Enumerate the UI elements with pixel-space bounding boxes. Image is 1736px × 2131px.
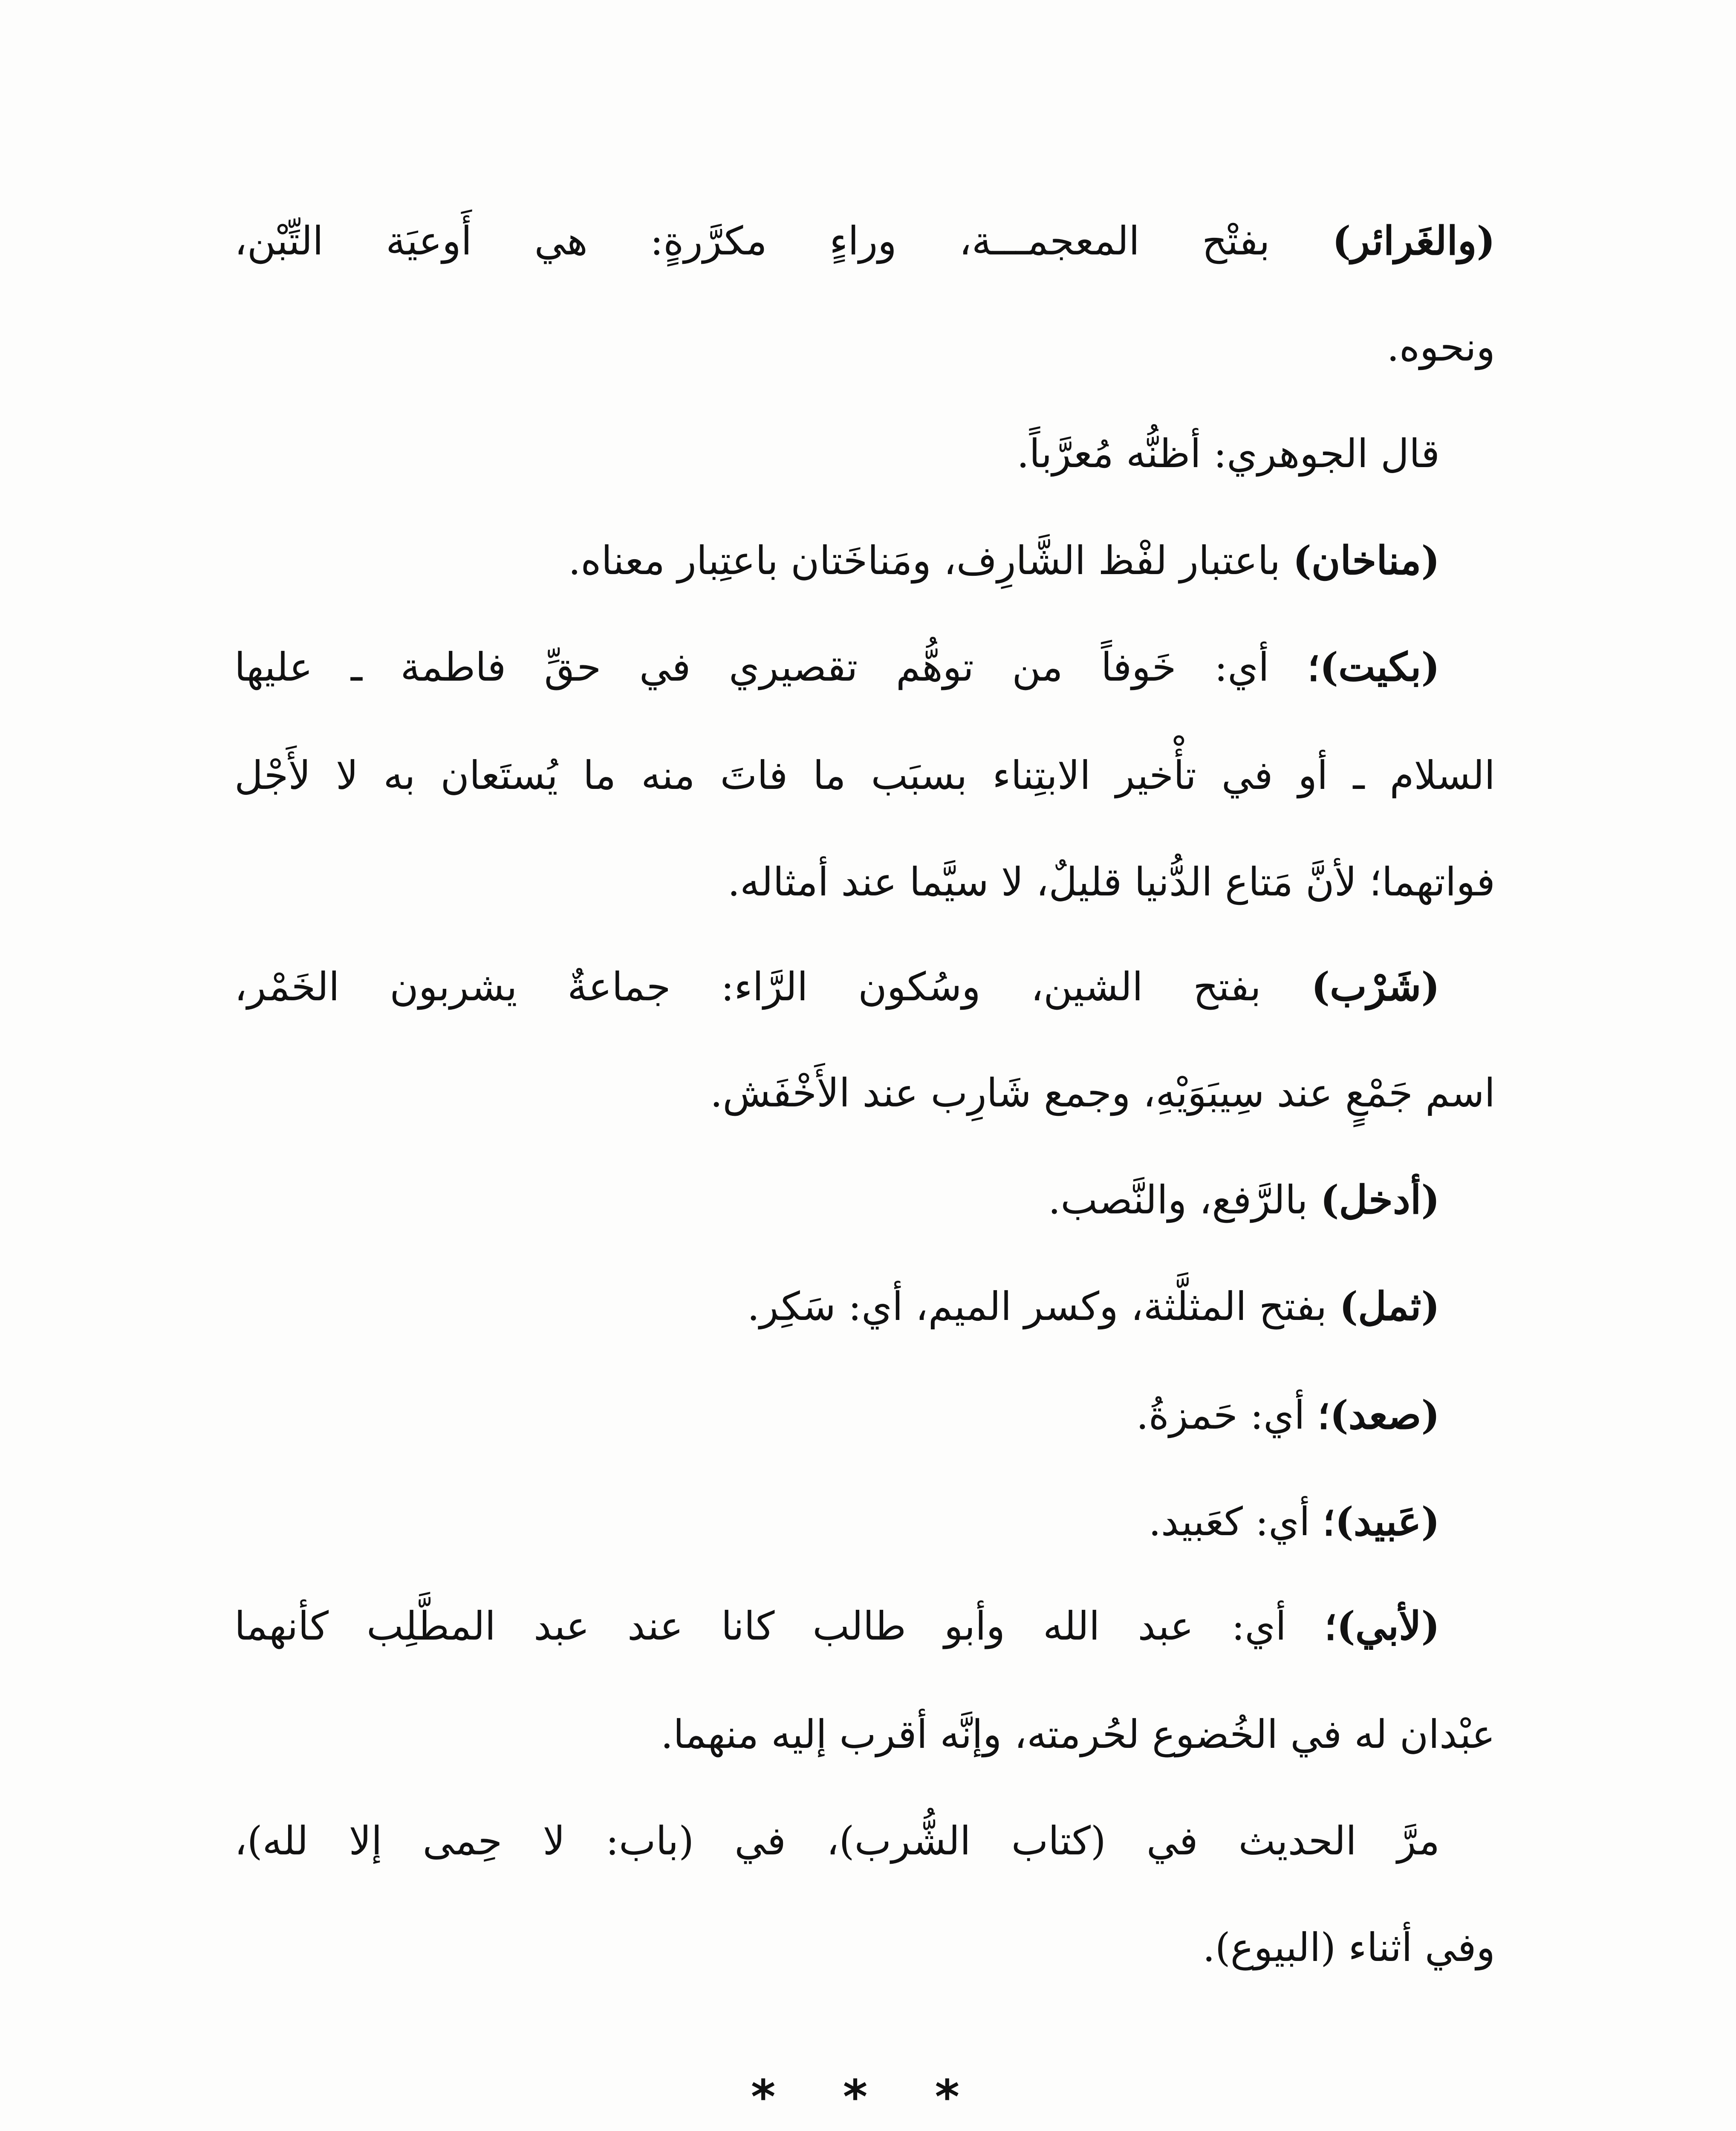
gloss-term: (أدخل)	[1320, 1177, 1440, 1223]
gloss-text: اسم جَمْعٍ عند سِيبَوَيْهِ، وجمع شَارِب عند الأَخْفَش.	[710, 1070, 1495, 1116]
text-line-15	[661, 1707, 1495, 1762]
gloss-text: بالرَّفع، والنَّصب.	[1048, 1177, 1320, 1223]
text-line-7	[728, 855, 1495, 910]
gloss-text: باعتبار لفْظ الشَّارِف، ومَناخَتان باعتِبار معناه.	[568, 538, 1293, 583]
text-line-16	[234, 1813, 1440, 1869]
gloss-text: فواتهما؛ لأنَّ مَتاع الدُّنيا قليلٌ، لا سيَّما عند أمثاله.	[727, 859, 1495, 905]
gloss-term: (والغَرائر)	[1332, 218, 1495, 264]
text-line-3	[1017, 426, 1440, 482]
gloss-term: (شَرْب)	[1311, 964, 1440, 1010]
text-line-14	[234, 1598, 1440, 1654]
gloss-text: أي: كعَبيد.	[1148, 1499, 1323, 1545]
text-line-8	[234, 959, 1440, 1015]
text-line-12	[1136, 1387, 1440, 1443]
text-line-13	[1149, 1494, 1440, 1550]
gloss-term: (عَبيد)؛	[1322, 1499, 1440, 1545]
gloss-text: بفتْح المعجمـــة، وراءٍ مكرَّرةٍ: هي أَوعيَة التِّبْن،	[234, 218, 1332, 264]
text-line-9	[710, 1066, 1495, 1121]
gloss-text: السلام ـ أو في تأْخير الابتِناء بسبَب ما فاتَ منه ما يُستَعان به لا لأَجْل	[234, 753, 1495, 798]
gloss-text: أي: عبد الله وأبو طالب كانا عند عبد المطَّلِب كأنهما	[234, 1603, 1324, 1649]
gloss-term: (بكيت)؛	[1307, 644, 1440, 690]
gloss-text: ونحوه.	[1386, 324, 1495, 370]
text-line-5	[234, 639, 1440, 695]
gloss-text: قال الجوهري: أظنُّه مُعرَّباً.	[1017, 431, 1440, 476]
gloss-text: أي: خَوفاً من توهُّم تقصيري في حقِّ فاطمة ـ عليها	[234, 644, 1308, 690]
page-text-block	[234, 0, 1495, 2131]
gloss-term: (مناخان)	[1293, 537, 1440, 583]
section-separator: * * *	[751, 2070, 985, 2124]
text-line-17	[1203, 1920, 1495, 1975]
text-line-4	[568, 533, 1440, 589]
text-line-11	[747, 1279, 1440, 1334]
text-line-6	[234, 748, 1495, 803]
text-line-2	[1387, 320, 1495, 375]
text-line-1	[234, 213, 1495, 269]
gloss-term: (ثمل)	[1339, 1283, 1440, 1329]
gloss-text: بفتح الشين، وسُكون الرَّاء: جماعةٌ يشربون الخَمْر،	[234, 964, 1311, 1010]
gloss-term: (صعد)؛	[1317, 1392, 1440, 1438]
gloss-text: عبْدان له في الخُضوع لحُرمته، وإنَّه أقرب إليه منهما.	[661, 1712, 1495, 1757]
gloss-text: بفتح المثلَّثة، وكسر الميم، أي: سَكِر.	[747, 1284, 1340, 1329]
gloss-text: مرَّ الحديث في (كتاب الشُّرب)، في (باب: لا حِمى إلا لله)،	[234, 1818, 1440, 1864]
gloss-text: وفي أثناء (البيوع).	[1202, 1925, 1495, 1970]
text-line-10	[1048, 1172, 1440, 1228]
gloss-text: أي: حَمزةُ.	[1136, 1392, 1317, 1438]
gloss-term: (لأبي)؛	[1324, 1603, 1440, 1649]
